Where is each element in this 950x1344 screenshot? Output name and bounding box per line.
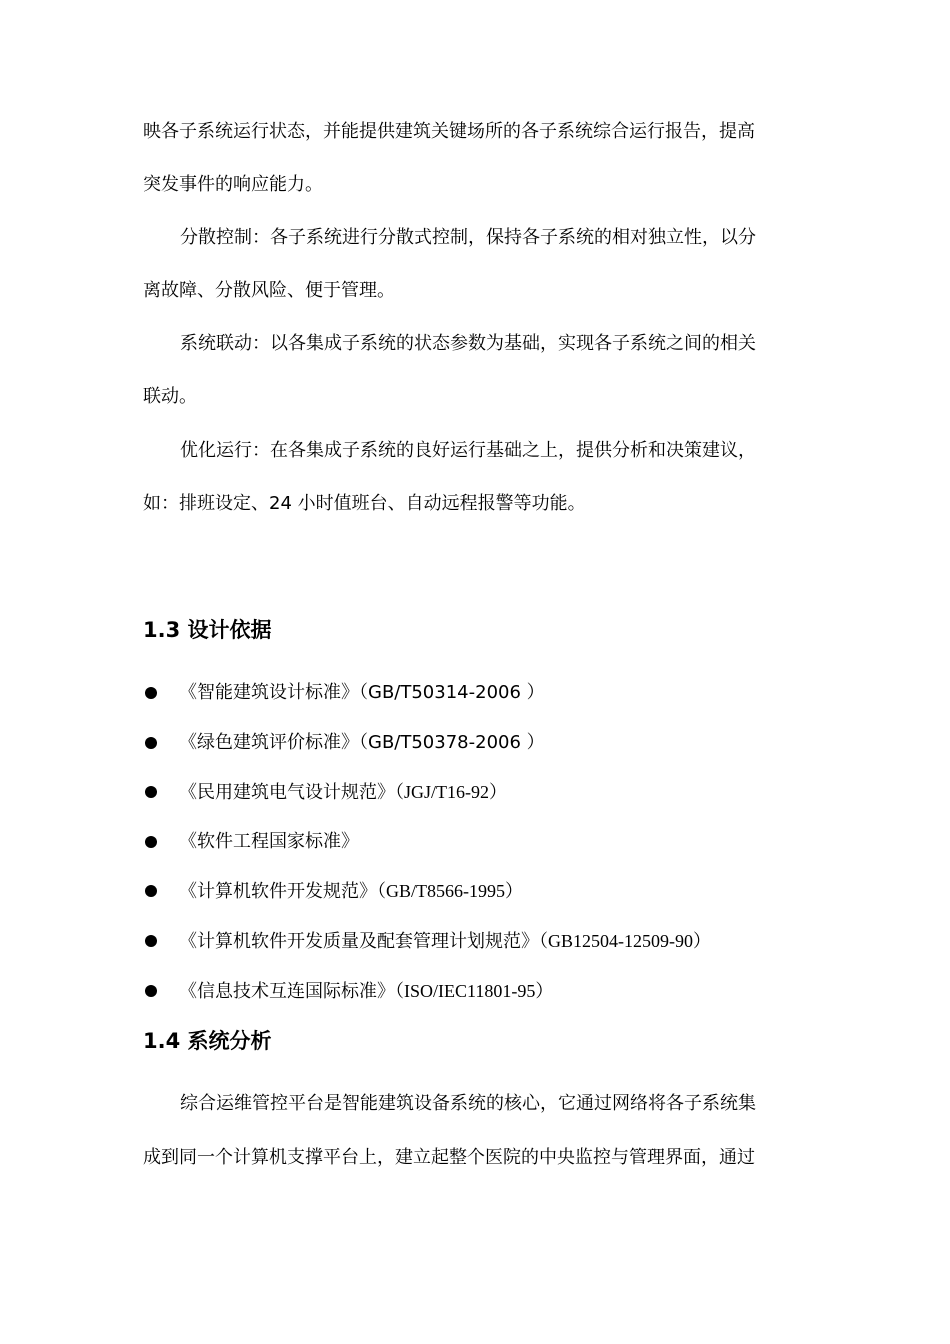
section-heading-1-4: 1.4 系统分析 (143, 1029, 272, 1053)
standard-title: 《计算机软件开发质量及配套管理计划规范》 (179, 931, 539, 952)
standard-code: （ISO/IEC11801-95） (395, 981, 554, 1001)
paragraph-line: 离故障、分散风险、便于管理。 (143, 280, 395, 301)
standard-code: （GB/T8566-1995） (377, 881, 523, 901)
list-item (145, 680, 805, 706)
paragraph-line: 联动。 (143, 386, 197, 407)
standard-title: 《软件工程国家标准》 (179, 831, 359, 852)
paragraph-line: 系统联动：以各集成子系统的状态参数为基础，实现各子系统之间的相关 (180, 333, 756, 354)
list-item (145, 779, 805, 805)
paragraph-line: 成到同一个计算机支撑平台上，建立起整个医院的中央监控与管理界面，通过 (143, 1147, 755, 1168)
bullet-icon (145, 687, 157, 699)
standard-title: 《计算机软件开发规范》 (179, 881, 377, 902)
standard-title: 《智能建筑设计标准》 (179, 682, 359, 703)
list-item (145, 928, 805, 954)
standard-title: 《信息技术互连国际标准》 (179, 981, 395, 1002)
list-item (145, 978, 805, 1004)
bullet-icon (145, 836, 157, 848)
paragraph-line: 突发事件的响应能力。 (143, 174, 323, 195)
paragraph-line: 如：排班设定、24 小时值班台、自动远程报警等功能。 (143, 493, 586, 514)
bullet-icon (145, 985, 157, 997)
list-item (145, 730, 805, 756)
bullet-icon (145, 935, 157, 947)
bullet-icon (145, 786, 157, 798)
standard-code: （GB/T50314-2006 ） (359, 682, 545, 703)
bullet-icon (145, 737, 157, 749)
list-item (145, 829, 805, 855)
paragraph-line: 映各子系统运行状态，并能提供建筑关键场所的各子系统综合运行报告，提高 (143, 121, 755, 142)
bullet-icon (145, 885, 157, 897)
paragraph-line: 分散控制：各子系统进行分散式控制，保持各子系统的相对独立性，以分 (180, 227, 756, 248)
standard-code: （JGJ/T16-92） (395, 782, 507, 802)
standard-code: （GB/T50378-2006 ） (359, 732, 545, 753)
list-item (145, 878, 805, 904)
standard-code: （GB12504-12509-90） (539, 931, 711, 951)
paragraph-line: 优化运行：在各集成子系统的良好运行基础之上，提供分析和决策建议， (180, 440, 756, 461)
standard-title: 《民用建筑电气设计规范》 (179, 782, 395, 803)
section-heading-1-3: 1.3 设计依据 (143, 618, 272, 642)
paragraph-line: 综合运维管控平台是智能建筑设备系统的核心，它通过网络将各子系统集 (180, 1093, 756, 1114)
standard-title: 《绿色建筑评价标准》 (179, 732, 359, 753)
